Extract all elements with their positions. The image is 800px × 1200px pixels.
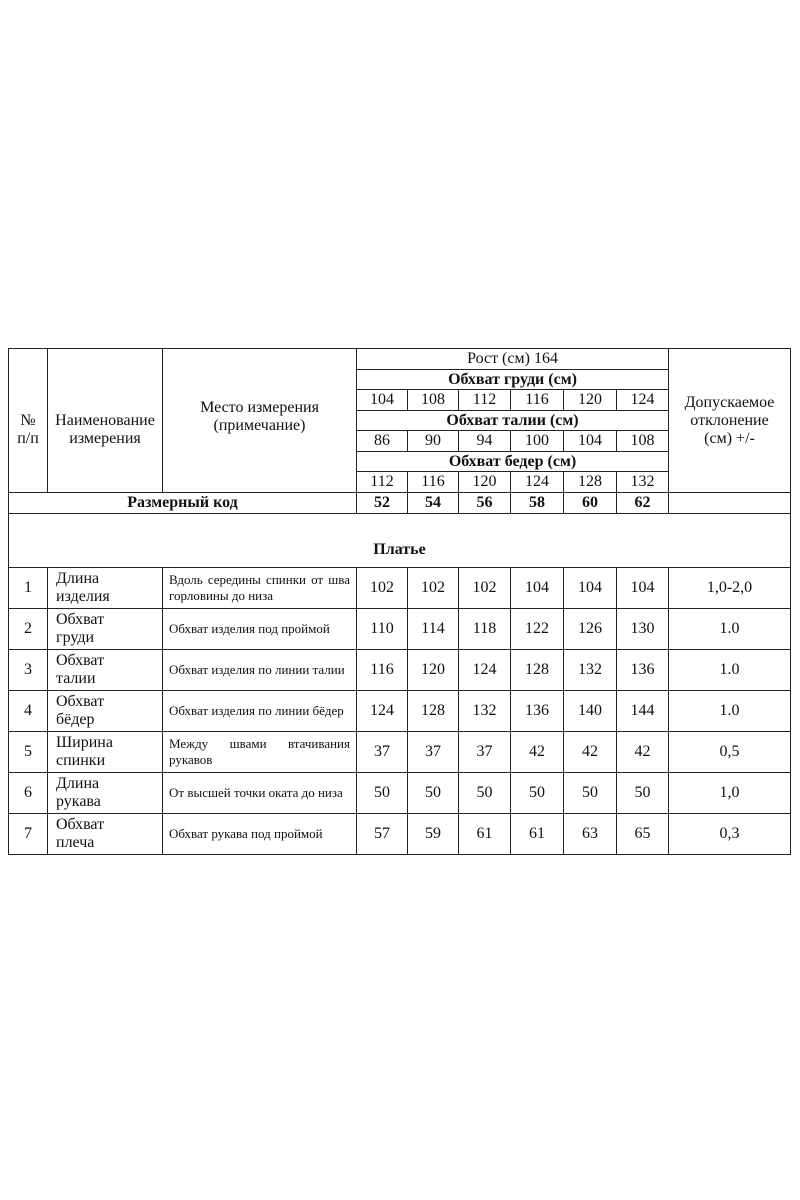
measurement-note: Обхват изделия по линии бёдер	[163, 691, 357, 732]
measurement-value: 132	[564, 650, 617, 691]
measurement-value: 104	[617, 568, 669, 609]
measurement-value: 124	[357, 691, 408, 732]
hips-label: Обхват бедер (см)	[357, 452, 669, 472]
measurement-value: 61	[511, 814, 564, 855]
size-code-row	[9, 493, 791, 514]
size-code-5: 60	[564, 493, 617, 514]
header-num	[9, 349, 48, 493]
waist-value-4: 100	[511, 431, 564, 452]
header-tolerance	[669, 349, 791, 493]
measurement-value: 50	[511, 773, 564, 814]
row-number: 5	[9, 732, 48, 773]
row-number: 4	[9, 691, 48, 732]
measurement-value: 50	[408, 773, 459, 814]
hips-value-6: 132	[617, 472, 669, 493]
measurement-value: 104	[564, 568, 617, 609]
measurement-value: 136	[511, 691, 564, 732]
measurement-value: 114	[408, 609, 459, 650]
waist-value-1: 86	[357, 431, 408, 452]
chest-value-1: 104	[357, 390, 408, 411]
height-label: Рост (см) 164	[357, 349, 669, 370]
table-row	[9, 814, 791, 855]
measurement-value: 118	[459, 609, 511, 650]
measurement-name: Обхват плеча	[48, 814, 163, 855]
size-code-label: Размерный код	[9, 493, 357, 514]
size-code-3: 56	[459, 493, 511, 514]
measurement-name: Обхват бёдер	[48, 691, 163, 732]
measurement-value: 128	[408, 691, 459, 732]
size-code-4: 58	[511, 493, 564, 514]
header-name	[48, 349, 163, 493]
measurement-note: Вдоль середины спинки от шва горловины до низа	[163, 568, 357, 609]
measurement-value: 130	[617, 609, 669, 650]
measurement-value: 59	[408, 814, 459, 855]
row-number: 1	[9, 568, 48, 609]
table-row	[9, 691, 791, 732]
row-number: 3	[9, 650, 48, 691]
size-code-1: 52	[357, 493, 408, 514]
chest-label: Обхват груди (см)	[357, 370, 669, 390]
header-place-label: Место измерения (примечание)	[200, 399, 319, 434]
measurement-value: 122	[511, 609, 564, 650]
table-row	[9, 732, 791, 773]
header-name-label: Наименование измерения	[55, 411, 155, 447]
tolerance-value: 0,3	[669, 814, 791, 855]
measurement-value: 37	[408, 732, 459, 773]
chest-value-2: 108	[408, 390, 459, 411]
table-row	[9, 650, 791, 691]
measurement-name: Длина изделия	[48, 568, 163, 609]
hips-value-2: 116	[408, 472, 459, 493]
measurement-name: Длина рукава	[48, 773, 163, 814]
measurement-value: 104	[511, 568, 564, 609]
measurement-value: 116	[357, 650, 408, 691]
header-num-label: № п/п	[17, 411, 39, 447]
hips-value-1: 112	[357, 472, 408, 493]
waist-value-2: 90	[408, 431, 459, 452]
measurement-note: Обхват изделия по линии талии	[163, 650, 357, 691]
chest-value-6: 124	[617, 390, 669, 411]
measurement-name: Ширина спинки	[48, 732, 163, 773]
hips-value-4: 124	[511, 472, 564, 493]
waist-value-6: 108	[617, 431, 669, 452]
waist-value-3: 94	[459, 431, 511, 452]
measurement-value: 42	[564, 732, 617, 773]
measurement-value: 126	[564, 609, 617, 650]
table-row	[9, 609, 791, 650]
measurement-value: 140	[564, 691, 617, 732]
measurement-value: 37	[357, 732, 408, 773]
measurement-value: 120	[408, 650, 459, 691]
measurement-value: 42	[617, 732, 669, 773]
row-number: 2	[9, 609, 48, 650]
header-tolerance-label: Допускаемое отклонение (см) +/-	[684, 393, 775, 447]
chest-value-4: 116	[511, 390, 564, 411]
measurement-value: 102	[408, 568, 459, 609]
header-place	[163, 349, 357, 493]
hips-value-5: 128	[564, 472, 617, 493]
measurement-value: 50	[564, 773, 617, 814]
measurement-note: От высшей точки оката до низа	[163, 773, 357, 814]
tolerance-value: 0,5	[669, 732, 791, 773]
measurement-value: 110	[357, 609, 408, 650]
measurement-value: 124	[459, 650, 511, 691]
measurement-value: 57	[357, 814, 408, 855]
measurement-value: 50	[357, 773, 408, 814]
row-number: 6	[9, 773, 48, 814]
measurement-value: 102	[357, 568, 408, 609]
tolerance-value: 1.0	[669, 650, 791, 691]
chest-value-3: 112	[459, 390, 511, 411]
measurement-value: 37	[459, 732, 511, 773]
measurement-value: 132	[459, 691, 511, 732]
table-row	[9, 773, 791, 814]
measurement-value: 42	[511, 732, 564, 773]
size-chart-table	[8, 348, 791, 855]
section-title: Платье	[9, 514, 791, 568]
measurement-value: 61	[459, 814, 511, 855]
waist-value-5: 104	[564, 431, 617, 452]
measurement-note: Обхват изделия под проймой	[163, 609, 357, 650]
measurement-value: 102	[459, 568, 511, 609]
measurement-value: 144	[617, 691, 669, 732]
measurement-value: 50	[459, 773, 511, 814]
size-code-2: 54	[408, 493, 459, 514]
tolerance-value: 1.0	[669, 609, 791, 650]
row-number: 7	[9, 814, 48, 855]
hips-value-3: 120	[459, 472, 511, 493]
waist-label: Обхват талии (см)	[357, 411, 669, 431]
tolerance-value: 1,0	[669, 773, 791, 814]
tolerance-value: 1,0-2,0	[669, 568, 791, 609]
measurement-value: 128	[511, 650, 564, 691]
measurement-value: 65	[617, 814, 669, 855]
size-code-tolerance-blank	[669, 493, 791, 514]
measurement-value: 63	[564, 814, 617, 855]
measurement-name: Обхват талии	[48, 650, 163, 691]
measurement-value: 50	[617, 773, 669, 814]
size-code-6: 62	[617, 493, 669, 514]
table-row	[9, 568, 791, 609]
chest-value-5: 120	[564, 390, 617, 411]
measurement-value: 136	[617, 650, 669, 691]
measurement-name: Обхват груди	[48, 609, 163, 650]
measurement-note: Между швами втачивания рукавов	[163, 732, 357, 773]
measurement-note: Обхват рукава под проймой	[163, 814, 357, 855]
tolerance-value: 1.0	[669, 691, 791, 732]
